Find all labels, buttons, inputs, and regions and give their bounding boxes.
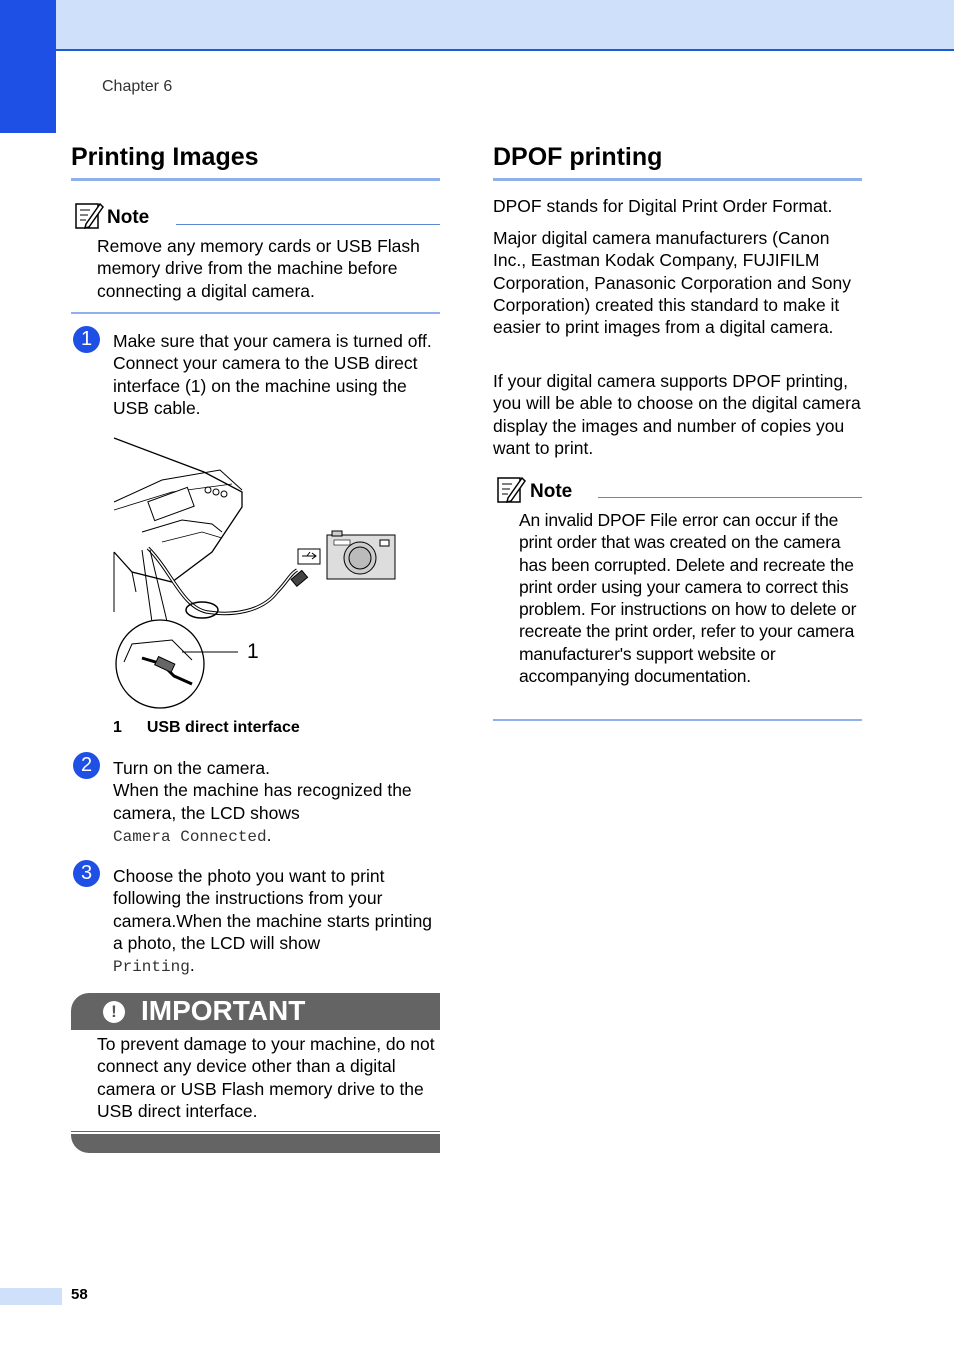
step-3-badge: 3 xyxy=(73,860,100,887)
step-1-badge: 1 xyxy=(73,326,100,353)
dpof-paragraph-1: DPOF stands for Digital Print Order Format. xyxy=(493,196,833,216)
caption-number: 1 xyxy=(113,719,122,736)
section-title-printing-images: Printing Images xyxy=(71,143,259,171)
note-text-right: An invalid DPOF File error can occur if the print order that was created on the camera has been corrupted. Delete and recreate the print order using your camera to correct this problem. For instructions on how to delete or recreate the print order, refer to your camera manufacturer's support website or accompanying documentation. xyxy=(519,510,857,687)
caption-text: USB direct interface xyxy=(146,719,300,736)
note-label-right: Note xyxy=(530,481,573,502)
step-3-text xyxy=(113,865,440,978)
important-label: IMPORTANT xyxy=(141,995,306,1026)
step-2-line-1: Turn on the camera. xyxy=(113,758,270,778)
step-2-tail: . xyxy=(266,824,272,845)
figure-callout-1: 1 xyxy=(247,640,259,663)
important-footer-bar xyxy=(71,1134,440,1153)
note-pencil-icon xyxy=(496,474,526,504)
usb-connection-illustration xyxy=(112,432,402,710)
important-text: To prevent damage to your machine, do not connect any device other than a digital camera or USB Flash memory drive to the USB direct interface. xyxy=(97,1034,435,1121)
note-end-rule xyxy=(71,312,440,314)
note-divider-right xyxy=(598,497,862,498)
chapter-tab xyxy=(0,0,56,133)
figure-caption xyxy=(113,719,300,737)
page-number: 58 xyxy=(71,1286,88,1303)
title-rule-right xyxy=(493,178,862,181)
lcd-message-camera-connected: Camera Connected xyxy=(113,827,267,846)
step-2-badge: 2 xyxy=(73,752,100,779)
page-tab xyxy=(0,1288,62,1305)
printer-camera-drawing xyxy=(112,432,402,710)
step-3-body: Choose the photo you want to print following the instructions from your camera.When the machine starts printing a photo, the LCD will show xyxy=(113,866,433,953)
exclamation-icon: ! xyxy=(103,1001,125,1023)
header-band xyxy=(0,0,954,51)
note-pencil-icon xyxy=(74,200,104,230)
note-end-rule-right xyxy=(493,719,862,721)
note-divider xyxy=(176,224,440,225)
note-label: Note xyxy=(107,207,150,228)
chapter-label: Chapter 6 xyxy=(102,78,173,95)
important-bottom-line xyxy=(71,1131,440,1132)
section-title-dpof-printing: DPOF printing xyxy=(493,143,663,171)
lcd-message-printing: Printing xyxy=(113,958,190,977)
step-2-line-2: When the machine has recognized the camera, the LCD shows xyxy=(113,780,412,823)
note-text: Remove any memory cards or USB Flash memory drive from the machine before connecting a digital camera. xyxy=(97,236,420,301)
step-3-tail: . xyxy=(189,955,195,976)
title-rule xyxy=(71,178,440,181)
dpof-paragraph-3: If your digital camera supports DPOF printing, you will be able to choose on the digital camera display the images and number of copies you want to print. xyxy=(493,371,861,458)
step-2-text xyxy=(113,757,440,848)
dpof-paragraph-2: Major digital camera manufacturers (Canon Inc., Eastman Kodak Company, FUJIFILM Corporation, Panasonic Corporation and Sony Corporation) created this standard to make it easier to print images from a digital camera. xyxy=(493,228,851,338)
step-1-text: Make sure that your camera is turned off. Connect your camera to the USB direct interface (1) on the machine using the USB cable. xyxy=(113,331,432,418)
